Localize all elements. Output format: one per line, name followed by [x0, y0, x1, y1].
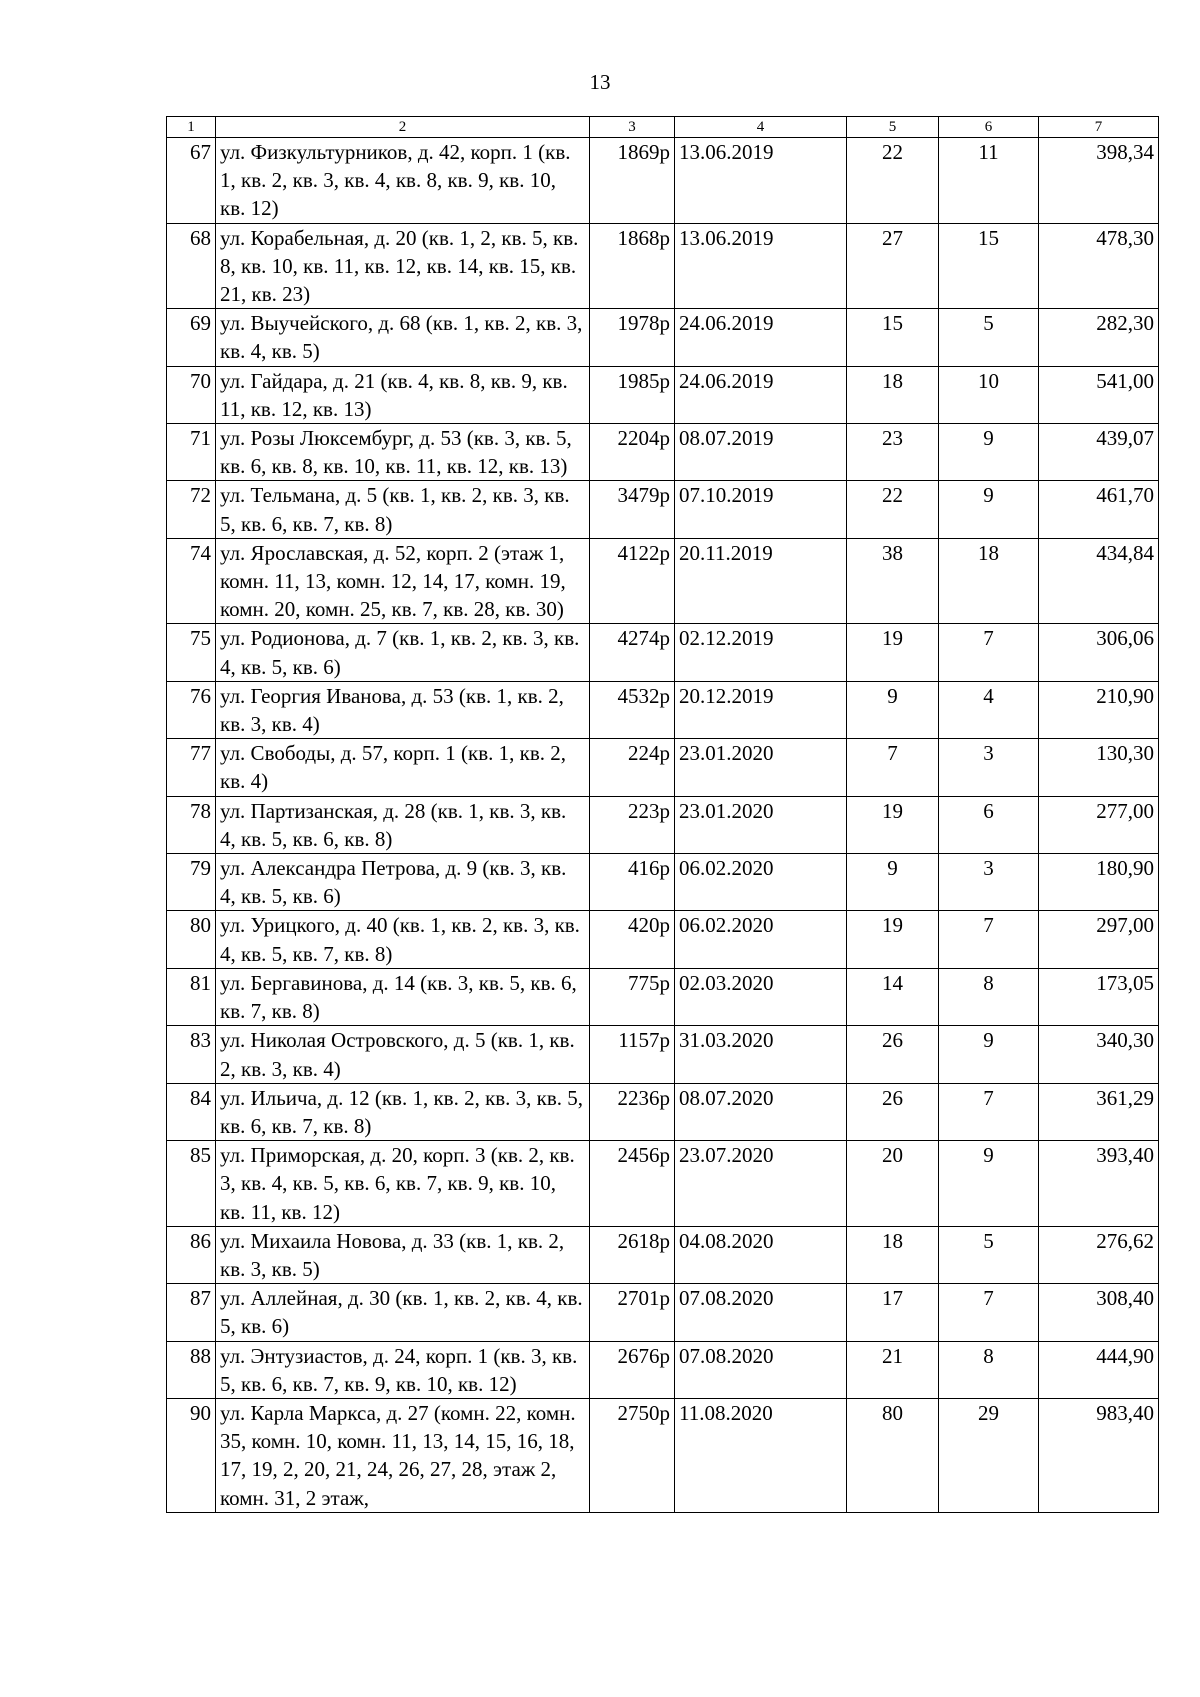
column-6-cell: 8 — [939, 968, 1039, 1025]
order-number-cell: 2236р — [590, 1083, 675, 1140]
header-cell-3: 3 — [590, 117, 675, 138]
address-cell: ул. Тельмана, д. 5 (кв. 1, кв. 2, кв. 3, кв. 5, кв. 6, кв. 7, кв. 8) — [216, 481, 590, 538]
address-cell: ул. Бергавинова, д. 14 (кв. 3, кв. 5, кв. 6, кв. 7, кв. 8) — [216, 968, 590, 1025]
table-row — [167, 481, 1159, 538]
column-6-cell: 4 — [939, 681, 1039, 738]
column-5-cell: 22 — [847, 481, 939, 538]
order-number-cell: 1869р — [590, 138, 675, 224]
order-date-cell: 06.02.2020 — [675, 854, 847, 911]
address-cell: ул. Ильича, д. 12 (кв. 1, кв. 2, кв. 3, кв. 5, кв. 6, кв. 7, кв. 8) — [216, 1083, 590, 1140]
column-6-cell: 5 — [939, 1226, 1039, 1283]
order-number-cell: 1868р — [590, 223, 675, 309]
column-5-cell: 9 — [847, 681, 939, 738]
column-6-cell: 9 — [939, 1026, 1039, 1083]
address-cell: ул. Аллейная, д. 30 (кв. 1, кв. 2, кв. 4, кв. 5, кв. 6) — [216, 1284, 590, 1341]
order-date-cell: 23.01.2020 — [675, 796, 847, 853]
row-number-cell: 88 — [167, 1341, 216, 1398]
area-cell: 444,90 — [1039, 1341, 1159, 1398]
column-5-cell: 27 — [847, 223, 939, 309]
row-number-cell: 90 — [167, 1398, 216, 1512]
column-5-cell: 20 — [847, 1141, 939, 1227]
order-date-cell: 20.12.2019 — [675, 681, 847, 738]
address-cell: ул. Урицкого, д. 40 (кв. 1, кв. 2, кв. 3, кв. 4, кв. 5, кв. 7, кв. 8) — [216, 911, 590, 968]
order-number-cell: 420р — [590, 911, 675, 968]
column-5-cell: 14 — [847, 968, 939, 1025]
column-5-cell: 19 — [847, 911, 939, 968]
area-cell: 210,90 — [1039, 681, 1159, 738]
order-date-cell: 04.08.2020 — [675, 1226, 847, 1283]
column-6-cell: 7 — [939, 1284, 1039, 1341]
table-header — [167, 117, 1159, 138]
order-number-cell: 2204р — [590, 424, 675, 481]
order-date-cell: 07.08.2020 — [675, 1284, 847, 1341]
row-number-cell: 75 — [167, 624, 216, 681]
area-cell: 478,30 — [1039, 223, 1159, 309]
order-date-cell: 23.07.2020 — [675, 1141, 847, 1227]
order-date-cell: 13.06.2019 — [675, 138, 847, 224]
column-6-cell: 11 — [939, 138, 1039, 224]
address-cell: ул. Михаила Новова, д. 33 (кв. 1, кв. 2, кв. 3, кв. 5) — [216, 1226, 590, 1283]
column-5-cell: 22 — [847, 138, 939, 224]
column-5-cell: 38 — [847, 538, 939, 624]
address-cell: ул. Розы Люксембург, д. 53 (кв. 3, кв. 5, кв. 6, кв. 8, кв. 10, кв. 11, кв. 12, кв. 13) — [216, 424, 590, 481]
address-cell: ул. Николая Островского, д. 5 (кв. 1, кв. 2, кв. 3, кв. 4) — [216, 1026, 590, 1083]
order-number-cell: 1157р — [590, 1026, 675, 1083]
order-number-cell: 223р — [590, 796, 675, 853]
table-row — [167, 1341, 1159, 1398]
address-cell: ул. Приморская, д. 20, корп. 3 (кв. 2, кв. 3, кв. 4, кв. 5, кв. 6, кв. 7, кв. 9, кв. 10, кв. 11, кв. 12) — [216, 1141, 590, 1227]
area-cell: 276,62 — [1039, 1226, 1159, 1283]
row-number-cell: 71 — [167, 424, 216, 481]
column-5-cell: 26 — [847, 1083, 939, 1140]
order-date-cell: 06.02.2020 — [675, 911, 847, 968]
header-row — [167, 117, 1159, 138]
table-row — [167, 1141, 1159, 1227]
order-date-cell: 23.01.2020 — [675, 739, 847, 796]
area-cell: 308,40 — [1039, 1284, 1159, 1341]
table-row — [167, 681, 1159, 738]
column-5-cell: 7 — [847, 739, 939, 796]
order-number-cell: 2701р — [590, 1284, 675, 1341]
area-cell: 393,40 — [1039, 1141, 1159, 1227]
table-row — [167, 1226, 1159, 1283]
row-number-cell: 81 — [167, 968, 216, 1025]
table-row — [167, 854, 1159, 911]
column-5-cell: 21 — [847, 1341, 939, 1398]
area-cell: 439,07 — [1039, 424, 1159, 481]
row-number-cell: 67 — [167, 138, 216, 224]
table-row — [167, 366, 1159, 423]
order-date-cell: 24.06.2019 — [675, 366, 847, 423]
column-5-cell: 9 — [847, 854, 939, 911]
row-number-cell: 70 — [167, 366, 216, 423]
table-row — [167, 624, 1159, 681]
column-5-cell: 19 — [847, 796, 939, 853]
area-cell: 306,06 — [1039, 624, 1159, 681]
table-row — [167, 138, 1159, 224]
row-number-cell: 78 — [167, 796, 216, 853]
address-cell: ул. Георгия Иванова, д. 53 (кв. 1, кв. 2, кв. 3, кв. 4) — [216, 681, 590, 738]
row-number-cell: 83 — [167, 1026, 216, 1083]
row-number-cell: 86 — [167, 1226, 216, 1283]
order-number-cell: 775р — [590, 968, 675, 1025]
column-6-cell: 8 — [939, 1341, 1039, 1398]
order-number-cell: 1978р — [590, 309, 675, 366]
header-cell-2: 2 — [216, 117, 590, 138]
column-6-cell: 7 — [939, 911, 1039, 968]
row-number-cell: 74 — [167, 538, 216, 624]
area-cell: 130,30 — [1039, 739, 1159, 796]
address-cell: ул. Свободы, д. 57, корп. 1 (кв. 1, кв. 2, кв. 4) — [216, 739, 590, 796]
column-6-cell: 9 — [939, 481, 1039, 538]
order-date-cell: 08.07.2019 — [675, 424, 847, 481]
order-date-cell: 11.08.2020 — [675, 1398, 847, 1512]
header-cell-4: 4 — [675, 117, 847, 138]
order-date-cell: 02.03.2020 — [675, 968, 847, 1025]
order-date-cell: 20.11.2019 — [675, 538, 847, 624]
order-number-cell: 2676р — [590, 1341, 675, 1398]
order-number-cell: 4532р — [590, 681, 675, 738]
order-number-cell: 1985р — [590, 366, 675, 423]
column-6-cell: 29 — [939, 1398, 1039, 1512]
header-cell-7: 7 — [1039, 117, 1159, 138]
order-number-cell: 2618р — [590, 1226, 675, 1283]
column-5-cell: 15 — [847, 309, 939, 366]
table-row — [167, 538, 1159, 624]
address-cell: ул. Родионова, д. 7 (кв. 1, кв. 2, кв. 3, кв. 4, кв. 5, кв. 6) — [216, 624, 590, 681]
order-date-cell: 13.06.2019 — [675, 223, 847, 309]
column-5-cell: 18 — [847, 1226, 939, 1283]
order-number-cell: 4274р — [590, 624, 675, 681]
table-row — [167, 968, 1159, 1025]
area-cell: 361,29 — [1039, 1083, 1159, 1140]
order-date-cell: 07.10.2019 — [675, 481, 847, 538]
table-row — [167, 739, 1159, 796]
column-6-cell: 5 — [939, 309, 1039, 366]
table-body — [167, 138, 1159, 1513]
area-cell: 277,00 — [1039, 796, 1159, 853]
row-number-cell: 80 — [167, 911, 216, 968]
column-5-cell: 18 — [847, 366, 939, 423]
row-number-cell: 68 — [167, 223, 216, 309]
column-6-cell: 9 — [939, 424, 1039, 481]
area-cell: 297,00 — [1039, 911, 1159, 968]
order-date-cell: 02.12.2019 — [675, 624, 847, 681]
table-row — [167, 309, 1159, 366]
area-cell: 398,34 — [1039, 138, 1159, 224]
order-number-cell: 224р — [590, 739, 675, 796]
order-date-cell: 08.07.2020 — [675, 1083, 847, 1140]
area-cell: 983,40 — [1039, 1398, 1159, 1512]
column-6-cell: 7 — [939, 1083, 1039, 1140]
area-cell: 282,30 — [1039, 309, 1159, 366]
order-date-cell: 24.06.2019 — [675, 309, 847, 366]
header-cell-1: 1 — [167, 117, 216, 138]
area-cell: 180,90 — [1039, 854, 1159, 911]
order-date-cell: 07.08.2020 — [675, 1341, 847, 1398]
column-5-cell: 17 — [847, 1284, 939, 1341]
area-cell: 340,30 — [1039, 1026, 1159, 1083]
order-number-cell: 2456р — [590, 1141, 675, 1227]
table-row — [167, 911, 1159, 968]
area-cell: 173,05 — [1039, 968, 1159, 1025]
order-number-cell: 2750р — [590, 1398, 675, 1512]
column-6-cell: 3 — [939, 854, 1039, 911]
address-cell: ул. Гайдара, д. 21 (кв. 4, кв. 8, кв. 9, кв. 11, кв. 12, кв. 13) — [216, 366, 590, 423]
address-cell: ул. Александра Петрова, д. 9 (кв. 3, кв. 4, кв. 5, кв. 6) — [216, 854, 590, 911]
row-number-cell: 85 — [167, 1141, 216, 1227]
row-number-cell: 72 — [167, 481, 216, 538]
column-5-cell: 80 — [847, 1398, 939, 1512]
table-row — [167, 1083, 1159, 1140]
address-cell: ул. Выучейского, д. 68 (кв. 1, кв. 2, кв. 3, кв. 4, кв. 5) — [216, 309, 590, 366]
address-cell: ул. Карла Маркса, д. 27 (комн. 22, комн. 35, комн. 10, комн. 11, 13, 14, 15, 16, 18, 17, 19, 2, 20, 21, 24, 26, 27, 28, этаж 2, комн. 31, 2 этаж, — [216, 1398, 590, 1512]
column-6-cell: 3 — [939, 739, 1039, 796]
address-cell: ул. Энтузиастов, д. 24, корп. 1 (кв. 3, кв. 5, кв. 6, кв. 7, кв. 9, кв. 10, кв. 12) — [216, 1341, 590, 1398]
row-number-cell: 77 — [167, 739, 216, 796]
column-6-cell: 18 — [939, 538, 1039, 624]
row-number-cell: 84 — [167, 1083, 216, 1140]
page-number: 13 — [589, 70, 611, 94]
table-row — [167, 1284, 1159, 1341]
column-6-cell: 9 — [939, 1141, 1039, 1227]
column-6-cell: 15 — [939, 223, 1039, 309]
column-6-cell: 7 — [939, 624, 1039, 681]
area-cell: 461,70 — [1039, 481, 1159, 538]
order-number-cell: 416р — [590, 854, 675, 911]
row-number-cell: 79 — [167, 854, 216, 911]
area-cell: 434,84 — [1039, 538, 1159, 624]
column-5-cell: 19 — [847, 624, 939, 681]
header-cell-5: 5 — [847, 117, 939, 138]
order-number-cell: 3479р — [590, 481, 675, 538]
address-cell: ул. Партизанская, д. 28 (кв. 1, кв. 3, кв. 4, кв. 5, кв. 6, кв. 8) — [216, 796, 590, 853]
row-number-cell: 87 — [167, 1284, 216, 1341]
column-5-cell: 26 — [847, 1026, 939, 1083]
table-row — [167, 1398, 1159, 1512]
table-row — [167, 1026, 1159, 1083]
address-cell: ул. Физкультурников, д. 42, корп. 1 (кв. 1, кв. 2, кв. 3, кв. 4, кв. 8, кв. 9, кв. 10, кв. 12) — [216, 138, 590, 224]
address-cell: ул. Корабельная, д. 20 (кв. 1, 2, кв. 5, кв. 8, кв. 10, кв. 11, кв. 12, кв. 14, кв. 15, кв. 21, кв. 23) — [216, 223, 590, 309]
column-5-cell: 23 — [847, 424, 939, 481]
table-row — [167, 223, 1159, 309]
table-row — [167, 424, 1159, 481]
area-cell: 541,00 — [1039, 366, 1159, 423]
order-date-cell: 31.03.2020 — [675, 1026, 847, 1083]
registry-table — [166, 116, 1159, 1513]
address-cell: ул. Ярославская, д. 52, корп. 2 (этаж 1, комн. 11, 13, комн. 12, 14, 17, комн. 19, комн. 20, комн. 25, кв. 7, кв. 28, кв. 30) — [216, 538, 590, 624]
column-6-cell: 10 — [939, 366, 1039, 423]
row-number-cell: 69 — [167, 309, 216, 366]
column-6-cell: 6 — [939, 796, 1039, 853]
table-row — [167, 796, 1159, 853]
row-number-cell: 76 — [167, 681, 216, 738]
header-cell-6: 6 — [939, 117, 1039, 138]
order-number-cell: 4122р — [590, 538, 675, 624]
